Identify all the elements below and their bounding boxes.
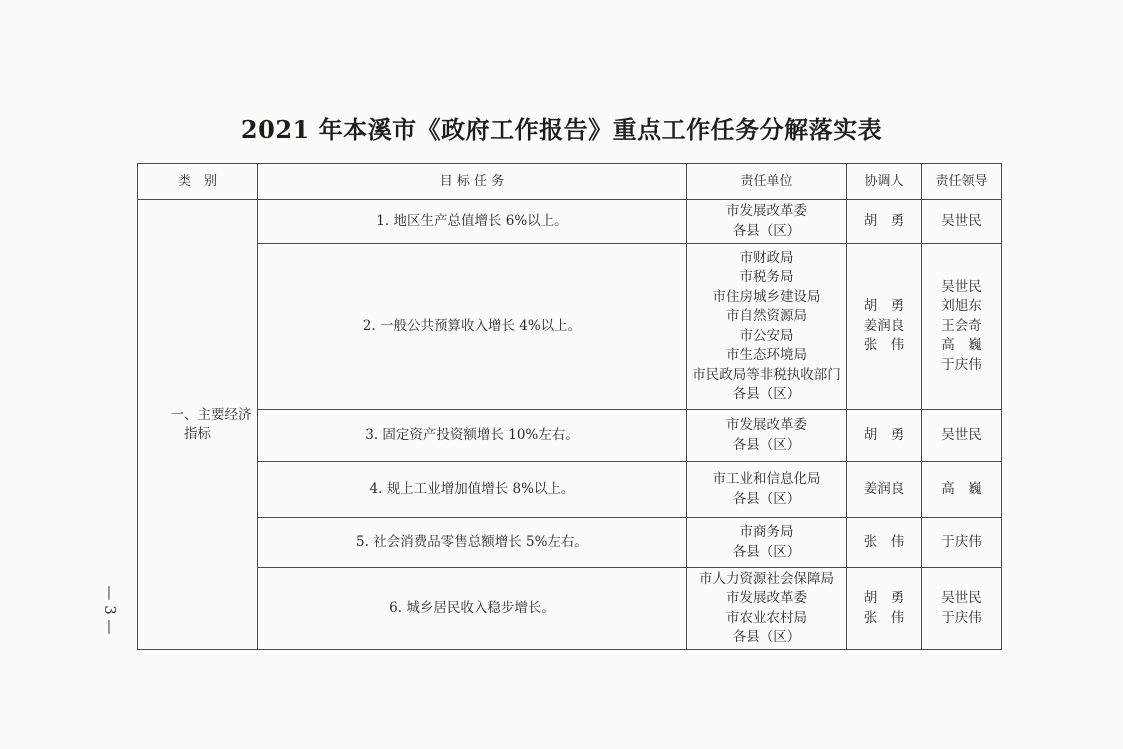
table-row xyxy=(138,410,1002,462)
coordinator-cell xyxy=(847,462,922,518)
task-cell: 2. 一般公共预算收入增长 4%以上。 xyxy=(258,244,687,410)
leader-cell xyxy=(922,462,1002,518)
leader-name: 王会奇 xyxy=(941,317,982,334)
leader-name: 吴世民 xyxy=(941,426,982,443)
coordinator-name: 胡 勇 xyxy=(863,590,905,606)
unit-line: 各县（区） xyxy=(732,490,801,507)
header-task: 目 标 任 务 xyxy=(258,164,687,200)
unit-line: 各县（区） xyxy=(732,543,801,560)
leader-name: 于庆伟 xyxy=(941,356,982,373)
unit-cell xyxy=(687,244,847,410)
table-body xyxy=(138,200,1002,650)
coordinator-cell xyxy=(847,200,922,244)
task-cell: 1. 地区生产总值增长 6%以上。 xyxy=(258,200,687,244)
leader-cell xyxy=(922,244,1002,410)
leader-name: 吴世民 xyxy=(941,590,982,606)
leader-cell xyxy=(922,410,1002,462)
unit-line: 市商务局 xyxy=(739,524,794,540)
unit-line: 市发展改革委 xyxy=(726,417,807,433)
unit-line: 市住房城乡建设局 xyxy=(712,288,821,305)
coordinator-name: 胡 勇 xyxy=(863,212,905,229)
leader-name: 于庆伟 xyxy=(941,533,982,550)
table-row xyxy=(138,518,1002,568)
coordinator-name: 姜润良 xyxy=(863,480,905,497)
unit-line: 市民政局等非税执收部门 xyxy=(692,366,841,383)
unit-line: 市人力资源社会保障局 xyxy=(699,570,834,587)
leader-name: 吴世民 xyxy=(941,278,982,295)
unit-line: 市发展改革委 xyxy=(726,590,807,606)
task-cell: 6. 城乡居民收入稳步增长。 xyxy=(258,568,687,650)
table-row xyxy=(138,200,1002,244)
unit-cell xyxy=(687,410,847,462)
unit-line: 各县（区） xyxy=(732,222,801,239)
header-category: 类 别 xyxy=(138,164,258,200)
header-coordinator: 协调人 xyxy=(847,164,922,200)
unit-line: 市发展改革委 xyxy=(726,203,807,219)
category-cell xyxy=(138,200,258,650)
leader-name: 高 巍 xyxy=(941,480,982,497)
unit-line: 市财政局 xyxy=(739,249,794,266)
table-row xyxy=(138,568,1002,650)
leader-cell xyxy=(922,200,1002,244)
table-row xyxy=(138,244,1002,410)
task-cell: 3. 固定资产投资额增长 10%左右。 xyxy=(258,410,687,462)
coordinator-name: 胡 勇 xyxy=(863,298,905,315)
unit-line: 市农业农村局 xyxy=(726,609,807,626)
coordinator-cell xyxy=(847,518,922,568)
task-table xyxy=(137,163,1002,650)
unit-cell xyxy=(687,518,847,568)
coordinator-name: 姜润良 xyxy=(863,317,905,334)
coordinator-name: 胡 勇 xyxy=(863,426,905,443)
unit-line: 市生态环境局 xyxy=(726,347,807,363)
unit-cell xyxy=(687,568,847,650)
document-title: 2021 年本溪市《政府工作报告》重点工作任务分解落实表 xyxy=(240,115,883,144)
category-label: 一、主要经济指标 xyxy=(170,406,252,442)
table-row xyxy=(138,462,1002,518)
leader-cell xyxy=(922,568,1002,650)
header-leader: 责任领导 xyxy=(922,164,1002,200)
unit-line: 各县（区） xyxy=(732,436,801,453)
coordinator-name: 张 伟 xyxy=(863,609,905,626)
unit-line: 市自然资源局 xyxy=(726,308,807,324)
unit-cell xyxy=(687,462,847,518)
leader-cell xyxy=(922,518,1002,568)
task-cell: 4. 规上工业增加值增长 8%以上。 xyxy=(258,462,687,518)
coordinator-cell xyxy=(847,244,922,410)
coordinator-name: 张 伟 xyxy=(863,337,905,354)
unit-line: 各县（区） xyxy=(732,386,801,402)
unit-line: 市工业和信息化局 xyxy=(712,471,821,487)
page-number: — 3 — xyxy=(101,585,119,635)
coordinator-cell xyxy=(847,410,922,462)
unit-cell xyxy=(687,200,847,244)
table-header-row xyxy=(138,164,1002,200)
leader-name: 刘旭东 xyxy=(941,298,982,315)
coordinator-name: 张 伟 xyxy=(863,533,905,550)
leader-name: 于庆伟 xyxy=(941,609,982,626)
unit-line: 市税务局 xyxy=(739,269,794,285)
unit-line: 市公安局 xyxy=(739,327,794,344)
leader-name: 高 巍 xyxy=(941,337,982,354)
task-cell: 5. 社会消费品零售总额增长 5%左右。 xyxy=(258,518,687,568)
unit-line: 各县（区） xyxy=(732,629,801,645)
coordinator-cell xyxy=(847,568,922,650)
leader-name: 吴世民 xyxy=(941,212,982,229)
header-unit: 责任单位 xyxy=(687,164,847,200)
